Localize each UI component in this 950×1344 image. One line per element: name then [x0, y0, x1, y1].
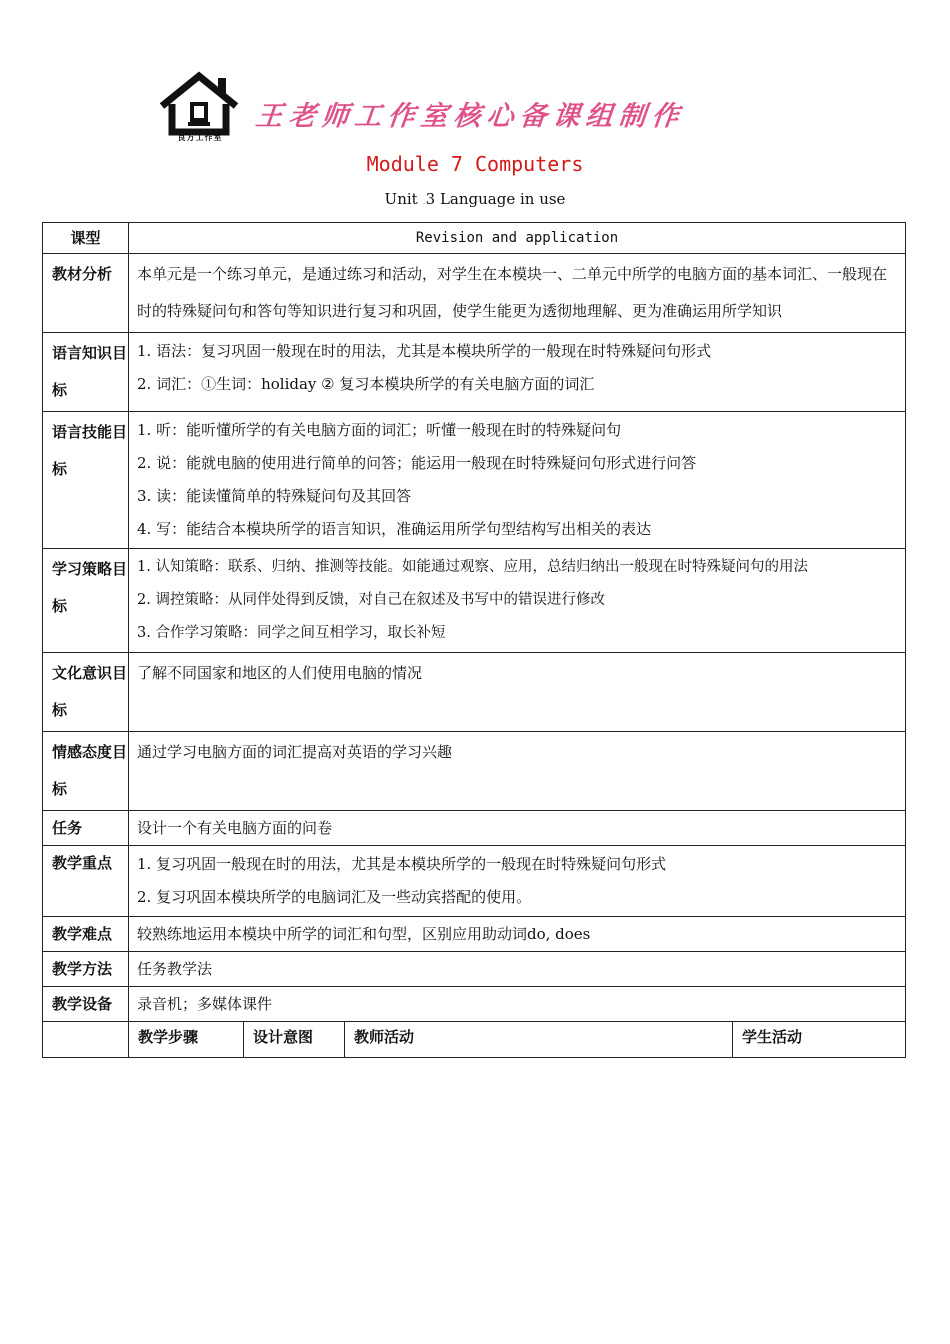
list-item: 4. 写：能结合本模块所学的语言知识，准确运用所学句型结构写出相关的表达: [137, 520, 652, 538]
table-row: [43, 732, 906, 811]
row-value: 录音机；多媒体课件: [129, 987, 906, 1022]
table-row: [43, 333, 906, 412]
row-value: 设计一个有关电脑方面的问卷: [129, 811, 906, 846]
list-item: 3. 读：能读懂简单的特殊疑问句及其回答: [137, 487, 412, 505]
list-item: 2. 说：能就电脑的使用进行简单的问答；能运用一般现在时特殊疑问句形式进行问答: [137, 454, 697, 472]
row-label: 教材分析: [43, 254, 129, 333]
column-header: 设计意图: [244, 1022, 345, 1058]
subtitle-dot: .: [422, 196, 426, 207]
lesson-plan-table: [42, 222, 906, 1058]
list-item: 1. 认知策略：联系、归纳、推测等技能。如能通过观察、应用，总结归纳出一般现在时特殊疑问句的用法: [137, 559, 808, 575]
table-row: [43, 1022, 906, 1058]
list-item: 2. 复习巩固本模块所学的电脑词汇及一些动宾搭配的使用。: [137, 888, 532, 906]
row-value: [129, 333, 906, 412]
table-row: [43, 952, 906, 987]
page-subtitle: [0, 190, 950, 208]
list-item: 3. 合作学习策略：同学之间互相学习，取长补短: [137, 625, 446, 641]
subtitle-rest: 3 Language in use: [425, 190, 566, 208]
column-header: 教师活动: [345, 1022, 733, 1058]
row-value: 了解不同国家和地区的人们使用电脑的情况: [129, 653, 906, 732]
row-label: 教学方法: [43, 952, 129, 987]
row-label: 教学重点: [43, 846, 129, 917]
empty-cell: [43, 1022, 129, 1058]
table-row: [43, 223, 906, 254]
table-row: [43, 653, 906, 732]
row-label: 文化意识目标: [43, 653, 129, 732]
row-label: 语言技能目标: [43, 412, 129, 549]
row-value: Revision and application: [129, 223, 906, 254]
list-item: 1. 语法：复习巩固一般现在时的用法，尤其是本模块所学的一般现在时特殊疑问句形式: [137, 342, 712, 360]
table-row: [43, 412, 906, 549]
row-label: 教学设备: [43, 987, 129, 1022]
row-label: 语言知识目标: [43, 333, 129, 412]
list-item: 1. 复习巩固一般现在时的用法，尤其是本模块所学的一般现在时特殊疑问句形式: [137, 855, 667, 873]
row-label: 教学难点: [43, 917, 129, 952]
table-row: [43, 549, 906, 653]
row-label: 任务: [43, 811, 129, 846]
table-row: [43, 254, 906, 333]
column-header: 教学步骤: [129, 1022, 244, 1058]
list-item: 2. 词汇：①生词：holiday ② 复习本模块所学的有关电脑方面的词汇: [137, 375, 595, 393]
page-title: Module 7 Computers: [366, 152, 584, 176]
row-value: 通过学习电脑方面的词汇提高对英语的学习兴趣: [129, 732, 906, 811]
list-item: 2. 调控策略：从同伴处得到反馈，对自己在叙述及书写中的错误进行修改: [137, 592, 605, 608]
row-value: [129, 412, 906, 549]
row-value: [129, 549, 906, 653]
banner-text: 王老师工作室核心备课组制作: [254, 101, 687, 132]
row-label: 情感态度目标: [43, 732, 129, 811]
subtitle-prefix: Unit: [384, 190, 423, 208]
table-row: [43, 846, 906, 917]
column-header: 学生活动: [733, 1022, 906, 1058]
table-row: [43, 811, 906, 846]
logo-caption: 良方工作室: [177, 133, 223, 142]
row-value: 较熟练地运用本模块中所学的词汇和句型，区别应用助动词do, does: [129, 917, 906, 952]
row-label: 学习策略目标: [43, 549, 129, 653]
table-row: [43, 987, 906, 1022]
list-item: 1. 听：能听懂所学的有关电脑方面的词汇；听懂一般现在时的特殊疑问句: [137, 421, 622, 439]
page-header: [0, 62, 950, 152]
table-row: [43, 917, 906, 952]
row-value: 任务教学法: [129, 952, 906, 987]
row-label: 课型: [43, 223, 129, 254]
row-value: [129, 846, 906, 917]
row-value: 本单元是一个练习单元，是通过练习和活动，对学生在本模块一、二单元中所学的电脑方面的基本词汇、一般现在时的特殊疑问句和答句等知识进行复习和巩固，使学生能更为透彻地理解、更为准确运用所学知识: [129, 254, 906, 333]
